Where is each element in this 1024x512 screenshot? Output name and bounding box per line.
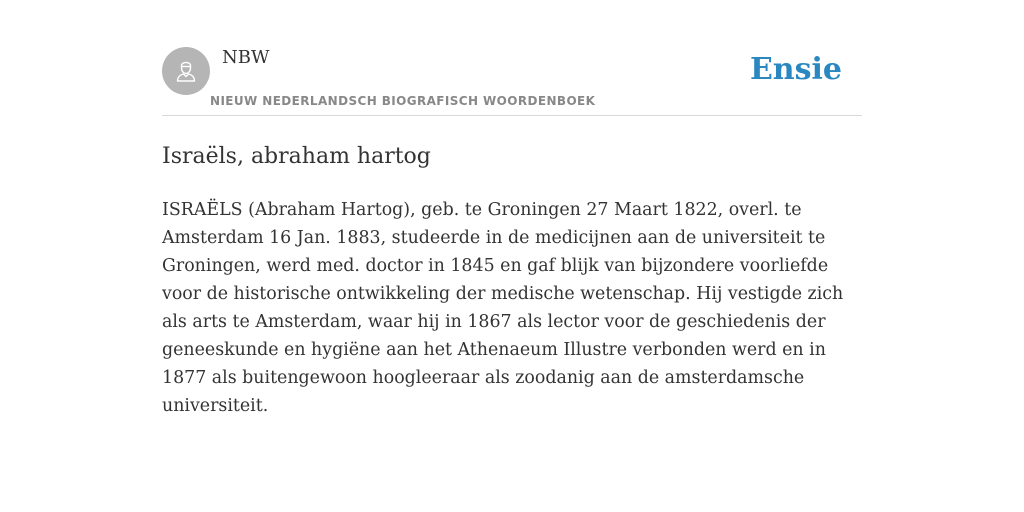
source-full-name: NIEUW NEDERLANDSCH BIOGRAFISCH WOORDENBOEK: [210, 94, 596, 108]
ensie-logo-link[interactable]: Ensie: [749, 52, 842, 87]
avatar[interactable]: [162, 47, 210, 95]
article-body: ISRAËLS (Abraham Hartog), geb. te Groningen 27 Maart 1822, overl. te Amsterdam 16 Jan. 1883, studeerde in de medicijnen aan de universiteit te Groningen, werd med. doctor in 1845 en gaf blijk van bijzondere voorliefde voor de historische ontwikkeling der medische wetenschap. Hij vestigde zich als arts te Amsterdam, waar hij in 1867 als lector voor de geschiedenis der geneeskunde en hygiëne aan het Athenaeum Illustre verbonden werd en in 1877 als buitengewoon hoogleeraar als zoodanig aan de amsterdamsche universiteit.: [162, 200, 844, 416]
page: [162, 0, 862, 420]
source-name[interactable]: NBW: [222, 47, 270, 68]
source-header: [162, 46, 862, 116]
article-title: Israëls, abraham hartog: [162, 144, 431, 169]
user-icon: [171, 56, 201, 86]
